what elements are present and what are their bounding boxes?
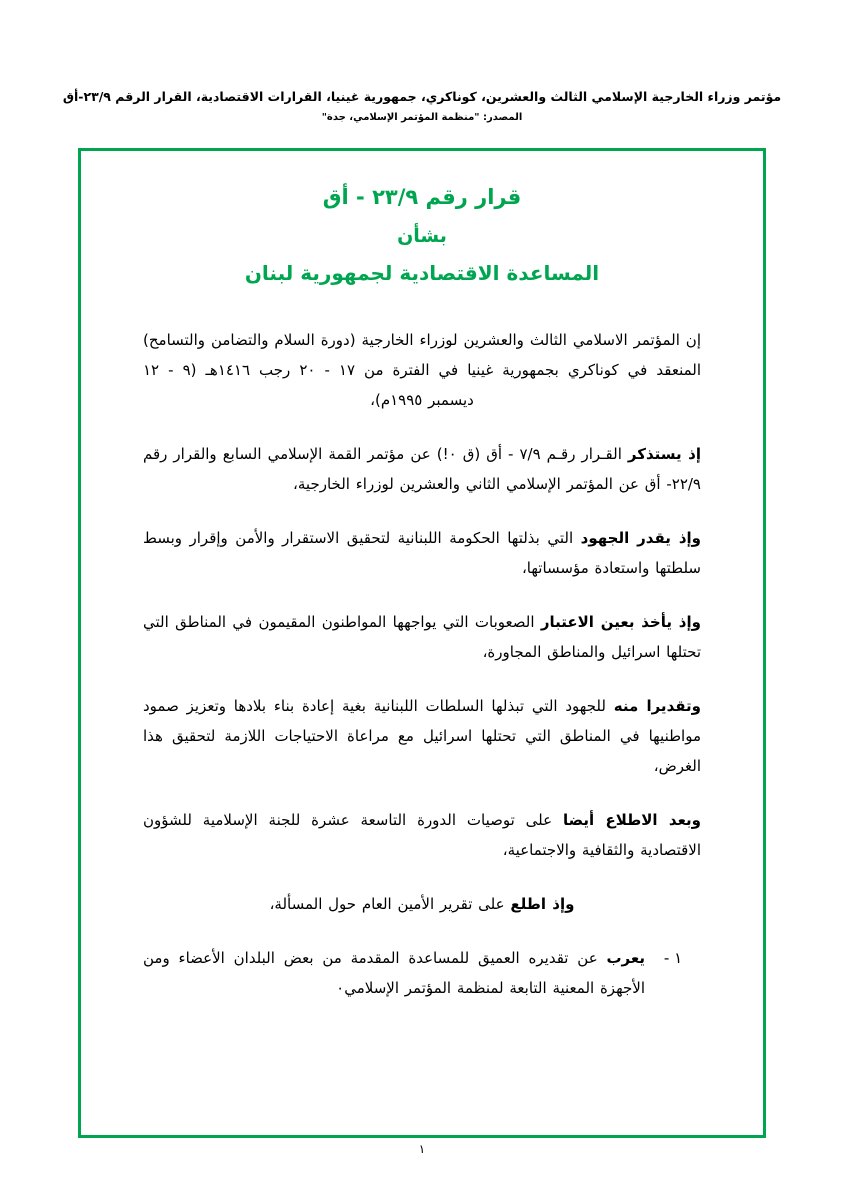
resolution-text (143, 325, 701, 1003)
paragraph-appreciate-efforts-lead: وإذ يقدر الجهود (580, 529, 701, 547)
list-item-number: ١ - (663, 949, 683, 967)
list-item-body (143, 943, 645, 1003)
document-body (81, 151, 763, 1135)
paragraph-take-into-account-lead: وإذ يأخذ بعين الاعتبار (540, 613, 701, 631)
paragraph-recall (143, 439, 701, 499)
list-item-text: عن تقديره العميق للمساعدة المقدمة من بعض البلدان الأعضاء ومن الأجهزة المعنية التابعة لمنظمة المؤتمر الإسلامي٠ (143, 949, 645, 997)
paragraph-in-appreciation (143, 691, 701, 781)
paragraph-recall-lead: إذ يستذكر (627, 445, 701, 463)
paragraph-after-perusal-lead: وبعد الاطلاع أيضا (562, 811, 701, 829)
page-number: ١ (418, 1142, 426, 1156)
paragraph-perused-report-text: على تقرير الأمين العام حول المسألة، (269, 895, 505, 913)
resolution-title-block (143, 185, 701, 285)
list-item-lead: يعرب (606, 949, 645, 967)
paragraph-preamble (143, 325, 701, 415)
resolution-subject-label: بشأن (397, 225, 447, 247)
paragraph-after-perusal-text: على توصيات الدورة التاسعة عشرة للجنة الإسلامية للشؤون الاقتصادية والثقافية والاجتماعية، (143, 811, 701, 859)
paragraph-take-into-account-text: الصعوبات التي يواجهها المواطنون المقيمون في المناطق التي تحتلها اسرائيل والمناطق المجاورة، (143, 613, 701, 661)
paragraph-appreciate-efforts (143, 523, 701, 583)
header-title-line: مؤتمر وزراء الخارجية الإسلامي الثالث والعشرين، كوناكري، جمهورية غينيا، القرارات الاقتصادية، القرار الرقم ٢٣/٩-أق (62, 89, 782, 104)
paragraph-after-perusal (143, 805, 701, 865)
paragraph-recall-text: القـرار رقـم ٧/٩ - أق (ق ٠!) عن مؤتمر القمة الإسلامي السابع والقرار رقم ٢٢/٩- أق عن المؤتمر الإسلامي الثاني والعشرين لوزراء الخارجية، (143, 445, 701, 493)
paragraph-in-appreciation-text: للجهود التي تبذلها السلطات اللبنانية بغية إعادة بناء بلادها وتعزيز صمود مواطنيها في المناطق التي تحتلها اسرائيل مع مراعاة الاحتياجات اللازمة لتحقيق هذا الغرض، (143, 697, 701, 775)
green-border-frame (78, 148, 766, 1138)
paragraph-perused-report (143, 889, 701, 919)
paragraph-appreciate-efforts-text: التي بذلتها الحكومة اللبنانية لتحقيق الاستقرار والأمن وإقرار وبسط سلطتها واستعادة مؤسساتها، (143, 529, 701, 577)
header-source-line: المصدر: "منظمة المؤتمر الإسلامي، جدة" (321, 111, 523, 123)
paragraph-preamble-text: إن المؤتمر الاسلامي الثالث والعشرين لوزراء الخارجية (دورة السلام والتضامن والتسامح) المنعقد في كوناكري بجمهورية غينيا في الفترة من ١٧ - ٢٠ رجب ١٤١٦هـ (٩ - ١٢ ديسمبر ١٩٩٥م)، (143, 331, 702, 409)
list-item (143, 943, 701, 1003)
resolution-number: قرار رقم ٢٣/٩ - أق (322, 185, 522, 209)
document-header (0, 88, 844, 123)
paragraph-take-into-account (143, 607, 701, 667)
paragraph-in-appreciation-lead: وتقديرا منه (613, 697, 701, 715)
paragraph-perused-report-lead: وإذ اطلع (510, 895, 575, 913)
resolution-subject: المساعدة الاقتصادية لجمهورية لبنان (244, 261, 600, 285)
